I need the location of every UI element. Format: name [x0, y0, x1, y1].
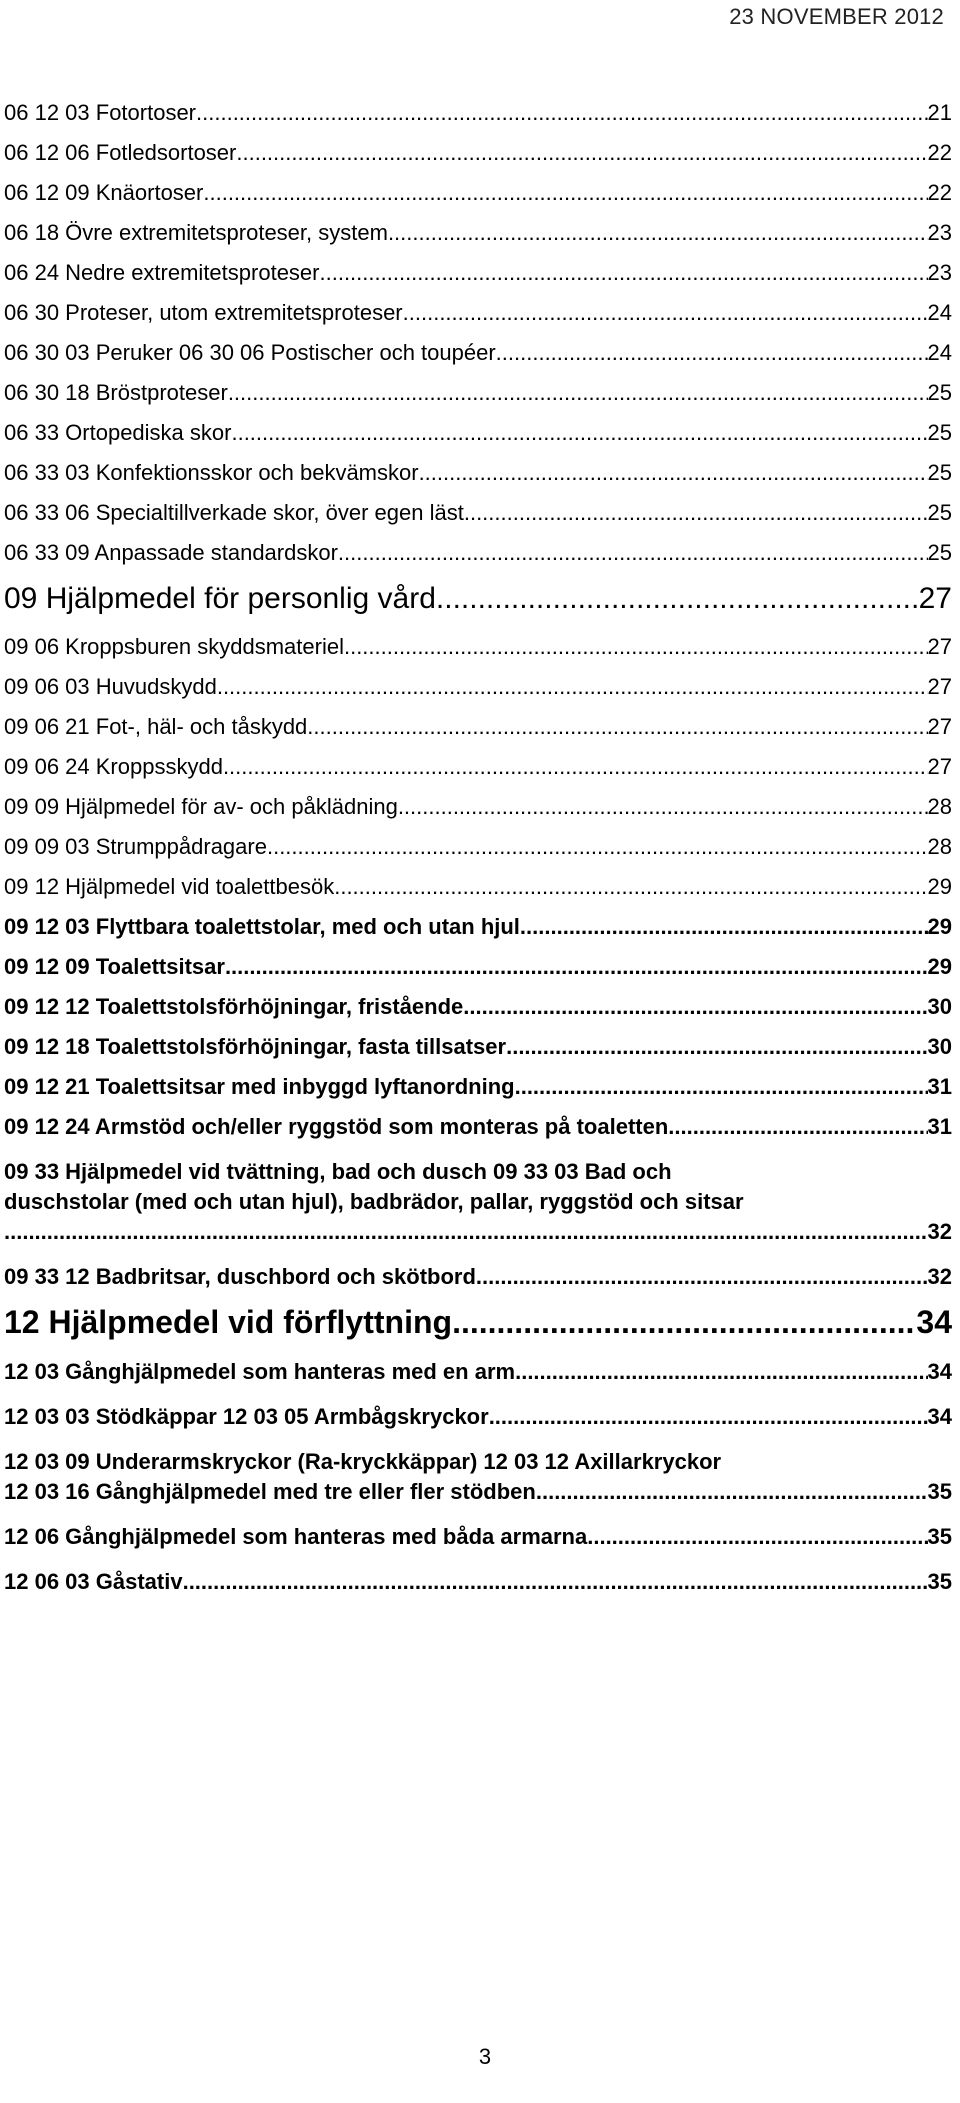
toc-entry-label: 09 33 12 Badbritsar, duschbord och skötbord — [4, 1264, 476, 1289]
toc-entry-label: 06 33 06 Specialtillverkade skor, över egen läst — [4, 500, 464, 525]
toc-leader-dots — [267, 832, 928, 862]
toc-chapter-entry[interactable] — [0, 1300, 960, 1344]
toc-entry-page: 27 — [927, 674, 952, 699]
header-date: 23 NOVEMBER 2012 — [729, 4, 944, 29]
toc-leader-dots — [236, 138, 927, 168]
toc-leader-dots — [506, 1032, 927, 1062]
toc-chapter-label: 09 Hjälpmedel för personlig vård — [4, 582, 436, 615]
toc-entry-label: 06 18 Övre extremitetsproteser, system — [4, 220, 388, 245]
toc-entry-page: 27 — [927, 714, 952, 739]
toc-entry-label: 12 06 Gånghjälpmedel som hanteras med båda armarna — [4, 1524, 588, 1549]
toc-entry[interactable] — [0, 952, 960, 982]
toc-entry-label: 09 12 12 Toalettstolsförhöjningar, fristående — [4, 994, 464, 1019]
toc-entry-page: 22 — [927, 180, 952, 205]
toc-entry-page: 25 — [927, 380, 952, 405]
toc-entry-page: 32 — [927, 1219, 952, 1244]
toc-entry[interactable] — [0, 1032, 960, 1062]
toc-entry-page: 24 — [927, 300, 952, 325]
toc-entry-page: 25 — [927, 420, 952, 445]
toc-entry[interactable] — [0, 1112, 960, 1142]
toc-entry-label: 09 06 21 Fot-, häl- och tåskydd — [4, 714, 308, 739]
toc-entry-label: 09 06 24 Kroppsskydd — [4, 754, 223, 779]
toc-entry[interactable] — [0, 498, 960, 528]
toc-entry-label: 12 03 03 Stödkäppar 12 03 05 Armbågskryckor — [4, 1404, 489, 1429]
toc-entry-page: 28 — [927, 794, 952, 819]
toc-entry-label: 09 12 03 Flyttbara toalettstolar, med och utan hjul — [4, 914, 520, 939]
toc-entry[interactable] — [0, 298, 960, 328]
toc-entry-page: 34 — [927, 1359, 952, 1384]
toc-chapter-page: 27 — [918, 582, 952, 615]
toc-leader-dots — [307, 712, 927, 742]
toc-entry-page: 35 — [927, 1479, 952, 1504]
toc-entry[interactable] — [0, 538, 960, 568]
toc-entry-label: 09 06 Kroppsburen skyddsmateriel — [4, 634, 344, 659]
toc-entry-page: 34 — [927, 1404, 952, 1429]
toc-leader-dots — [520, 912, 928, 942]
toc-entry[interactable] — [0, 1477, 960, 1507]
toc-entry-label: 06 12 06 Fotledsortoser — [4, 140, 237, 165]
toc-leader-dots — [217, 672, 928, 702]
toc-entry-label: 12 03 16 Gånghjälpmedel med tre eller fler stödben — [4, 1479, 536, 1504]
toc-entry[interactable] — [0, 1522, 960, 1552]
toc-leader-dots — [338, 538, 928, 568]
toc-leader-dots — [398, 792, 928, 822]
toc-entry-page: 30 — [927, 1034, 952, 1059]
toc-entry[interactable] — [0, 1402, 960, 1432]
toc-leader-dots — [452, 1300, 916, 1344]
toc-leader-dots — [228, 378, 928, 408]
toc-entry-label: 12 06 03 Gåstativ — [4, 1569, 183, 1594]
toc-entry-page: 29 — [927, 874, 952, 899]
toc-leader-dots — [436, 578, 919, 620]
toc-entry[interactable] — [0, 872, 960, 902]
toc-entry-label: 09 06 03 Huvudskydd — [4, 674, 217, 699]
toc-entry-label: 09 12 24 Armstöd och/eller ryggstöd som monteras på toaletten — [4, 1114, 669, 1139]
toc-entry-label: 06 33 Ortopediska skor — [4, 420, 232, 445]
toc-entry-label: 09 12 09 Toalettsitsar — [4, 954, 225, 979]
toc-leader-dots — [489, 1402, 928, 1432]
toc-entry[interactable] — [0, 218, 960, 248]
toc-leader-dots — [476, 1262, 928, 1292]
toc-entry[interactable] — [0, 418, 960, 448]
toc-entry-page: 31 — [927, 1074, 952, 1099]
toc-leader-dots — [183, 1567, 928, 1597]
toc-entry-label: 06 24 Nedre extremitetsproteser — [4, 260, 320, 285]
toc-entry[interactable] — [0, 672, 960, 702]
toc-entry-page: 24 — [927, 340, 952, 365]
toc-entry-label: 06 12 03 Fotortoser — [4, 100, 197, 125]
toc-entry[interactable] — [0, 138, 960, 168]
toc-leader-dots — [668, 1112, 927, 1142]
toc-entry[interactable] — [0, 1262, 960, 1292]
toc-leader-dots — [536, 1477, 928, 1507]
toc-entry-page: 35 — [927, 1569, 952, 1594]
page-number: 3 — [478, 2044, 492, 2069]
toc-leader-dots — [320, 258, 928, 288]
toc-entry[interactable] — [0, 712, 960, 742]
toc-entry-page: 27 — [927, 754, 952, 779]
toc-entry-page: 31 — [927, 1114, 952, 1139]
toc-entry-page: 28 — [927, 834, 952, 859]
toc-entry-label: 09 12 18 Toalettstolsförhöjningar, fasta tillsatser — [4, 1034, 507, 1059]
toc-entry-page: 25 — [927, 460, 952, 485]
toc-leader-dots — [464, 498, 928, 528]
toc-entry-label: 06 30 03 Peruker 06 30 06 Postischer och toupéer — [4, 340, 496, 365]
toc-entry[interactable] — [0, 992, 960, 1022]
toc-entry-page: 25 — [927, 540, 952, 565]
toc-entry[interactable] — [0, 912, 960, 942]
toc-entry-label: 09 12 Hjälpmedel vid toalettbesök — [4, 874, 335, 899]
toc-leader-dots — [334, 872, 927, 902]
toc-entry-label: 06 12 09 Knäortoser — [4, 180, 204, 205]
toc-entry[interactable] — [0, 1567, 960, 1597]
toc-entry-page: 29 — [927, 914, 952, 939]
toc-entry-page: 27 — [927, 634, 952, 659]
toc-entry-page: 35 — [927, 1524, 952, 1549]
toc-leader-dots — [196, 98, 928, 128]
toc-leader-dots — [515, 1357, 927, 1387]
toc-entry[interactable] — [0, 792, 960, 822]
toc-entry-page: 23 — [927, 260, 952, 285]
toc-entry-page: 29 — [927, 954, 952, 979]
toc-leader-dots — [4, 1217, 928, 1247]
toc-entry-label: 06 30 Proteser, utom extremitetsproteser — [4, 300, 403, 325]
toc-entry[interactable] — [0, 258, 960, 288]
toc-entry[interactable] — [0, 338, 960, 368]
toc-entry-page: 23 — [927, 220, 952, 245]
toc-entry[interactable] — [0, 178, 960, 208]
toc-leader-dots — [223, 752, 928, 782]
toc-entry-page: 21 — [927, 100, 952, 125]
toc-entry-multiline-line[interactable]: 12 03 09 Underarmskryckor (Ra-kryckkäppar) 12 03 12 Axillarkryckor — [4, 1449, 722, 1474]
toc-entry-label: 09 09 03 Strumppådragare — [4, 834, 267, 859]
toc-entry[interactable] — [0, 1217, 960, 1247]
toc-leader-dots — [463, 992, 927, 1022]
toc-leader-dots — [231, 418, 927, 448]
toc-entry[interactable] — [0, 752, 960, 782]
toc-entry-multiline-line[interactable]: 09 33 Hjälpmedel vid tvättning, bad och dusch 09 33 03 Bad och — [4, 1159, 672, 1184]
toc-chapter-label: 12 Hjälpmedel vid förflyttning — [4, 1304, 453, 1340]
toc-leader-dots — [203, 178, 927, 208]
toc-entry-label: 09 09 Hjälpmedel för av- och påklädning — [4, 794, 398, 819]
toc-entry-label: 12 03 Gånghjälpmedel som hanteras med en arm — [4, 1359, 516, 1384]
toc-entry-label: 09 12 21 Toalettsitsar med inbyggd lyftanordning — [4, 1074, 515, 1099]
toc-chapter-entry[interactable] — [0, 578, 960, 620]
toc-entry[interactable] — [0, 378, 960, 408]
toc-leader-dots — [388, 218, 928, 248]
toc-entry-label: 06 33 09 Anpassade standardskor — [4, 540, 338, 565]
toc-entry-page: 22 — [927, 140, 952, 165]
toc-entry[interactable] — [0, 832, 960, 862]
toc-entry-label: 06 30 18 Bröstproteser — [4, 380, 228, 405]
toc-chapter-page: 34 — [916, 1304, 952, 1340]
toc-leader-dots — [344, 632, 928, 662]
toc-leader-dots — [515, 1072, 928, 1102]
toc-leader-dots — [496, 338, 928, 368]
toc-entry-multiline-line[interactable]: duschstolar (med och utan hjul), badbrädor, pallar, ryggstöd och sitsar — [4, 1189, 744, 1214]
toc-leader-dots — [225, 952, 928, 982]
toc-leader-dots — [403, 298, 928, 328]
toc-leader-dots — [419, 458, 928, 488]
toc-entry-page: 32 — [927, 1264, 952, 1289]
toc-entry[interactable] — [0, 1357, 960, 1387]
toc-entry[interactable] — [0, 458, 960, 488]
toc-entry-label: 06 33 03 Konfektionsskor och bekvämskor — [4, 460, 419, 485]
toc-entry-page: 30 — [927, 994, 952, 1019]
toc-entry[interactable] — [0, 98, 960, 128]
toc-entry[interactable] — [0, 632, 960, 662]
toc-entry[interactable] — [0, 1072, 960, 1102]
toc-leader-dots — [587, 1522, 927, 1552]
toc-entry-page: 25 — [927, 500, 952, 525]
